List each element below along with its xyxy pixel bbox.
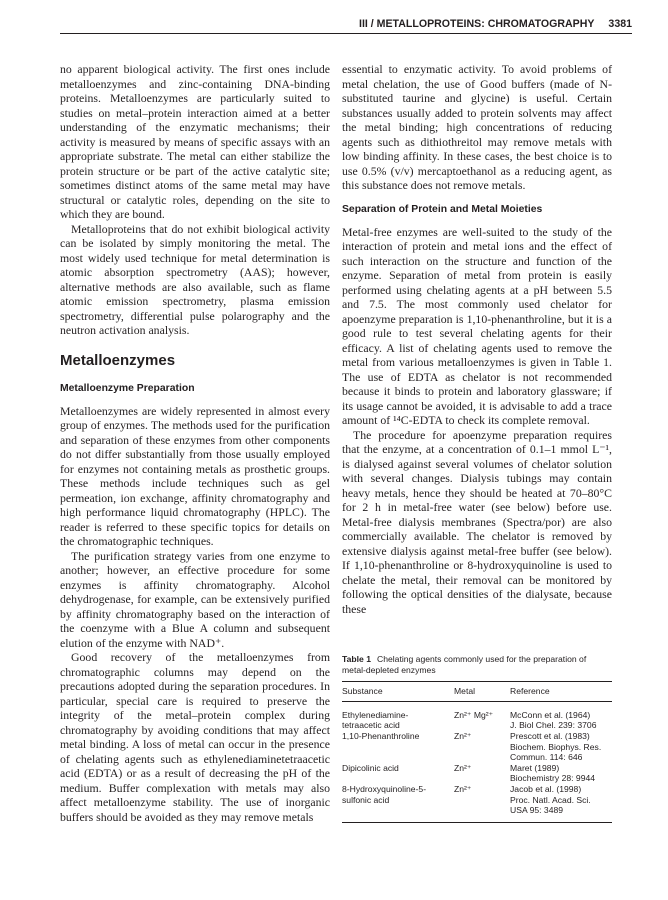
paragraph: essential to enzymatic activity. To avoid problems of metal chelation, the use of Good buffers (made of N-substituted taurine and glycine) is useful. Certain substances usually added to protein solvents may affect the metal binding; high concentrations of reducing agents such as dithiothreitol may remove metals with low binding affinity. In these cases, the best choice is to use 0.5% (v/v) mercaptoethanol as a reducing agent, as this substance does not remove metals. xyxy=(342,62,612,192)
cell-line: tetraacetic acid xyxy=(342,720,400,731)
paragraph: Metal-free enzymes are well-suited to the study of the interaction of protein and metal ions and the effect of such interaction on the structure and function of the enzyme. Separation of metal from protein is easily performed using chelating agents at a pH between 5.5 and 7.5. The most commonly used chelator for apoenzyme preparation is 1,10-phenanthroline, but it is a good rule to test several chelating agents for their efficacy. A list of chelating agents used to remove the metal from various metalloenzymes is given in Table 1. The use of EDTA as chelator is not recommended because it binds to protein and laboratory glassware; if its usage cannot be avoided, it is advisable to add a trace amount of ¹⁴C-EDTA to check its complete removal. xyxy=(342,224,612,427)
cell-line: USA 95: 3489 xyxy=(510,805,564,816)
reference-cell xyxy=(510,784,612,816)
table-caption xyxy=(342,654,612,675)
cell-line: 8-Hydroxyquinoline-5- xyxy=(342,783,427,794)
table-row xyxy=(342,731,612,763)
cell-line: Proc. Natl. Acad. Sci. xyxy=(510,794,591,805)
cell-line: sulfonic acid xyxy=(342,794,390,805)
cell-line: Biochem. Biophys. Res. xyxy=(510,741,602,752)
right-column xyxy=(342,62,612,616)
column-header: Reference xyxy=(510,686,550,697)
header-rule xyxy=(60,33,632,34)
table-header-row xyxy=(342,682,612,701)
cell-line: Dipicolinic acid xyxy=(342,762,399,773)
table-bottom-rule xyxy=(342,822,612,823)
table-body xyxy=(342,702,612,822)
subsection-title: Metalloenzyme Preparation xyxy=(60,382,195,394)
substance-cell xyxy=(342,763,454,784)
cell-line: Jacob et al. (1998) xyxy=(510,783,582,794)
page-number: 3381 xyxy=(608,18,632,30)
paragraph: Metalloproteins that do not exhibit biological activity can be isolated by simply monitoring the metal. The most widely used technique for metal determination is atomic absorption spectrometry (AAS); however, alternative methods are also available, such as flame atomic emission spectrometry, plasma emission spectrometry, differential pulse polarography and the neutron activation analysis. xyxy=(60,221,330,337)
paragraph: Good recovery of the metalloenzymes from chromatographic columns may depend on the precautions adopted during the separation procedures. In particular, special care is required to preserve the integrity of the metal–protein complex during chromatography by avoiding conditions that may affect metal binding. A loss of metal can occur in the presence of chelating agents such as ethylenediaminetetraacetic acid (EDTA) or as a result of decreasing the pH of the medium. Buffer complexation with metals may also affect metalloenzyme stability. The use of inorganic buffers should be avoided as they may remove metals xyxy=(60,650,330,824)
paragraph: The purification strategy varies from one enzyme to another; however, an effective procedure for some enzymes is affinity chromatography. Alcohol dehydrogenase, for example, can be extensively purified by affinity chromatography based on the interaction of the coenzyme with a Blue A column and subsequent elution of the enzyme with NAD⁺. xyxy=(60,548,330,650)
subsection-title: Separation of Protein and Metal Moieties xyxy=(342,203,543,215)
column-header: Substance xyxy=(342,686,383,697)
table-label: Table 1 xyxy=(342,654,371,664)
cell-line: Ethylenediamine- xyxy=(342,709,409,720)
column-header: Metal xyxy=(454,686,476,697)
metal-cell: Zn²⁺ xyxy=(454,762,472,773)
substance-cell xyxy=(342,731,454,763)
running-title: III / METALLOPROTEINS: CHROMATOGRAPHY xyxy=(359,18,595,30)
cell-line: J. Biol Chel. 239: 3706 xyxy=(510,720,597,731)
paragraph: no apparent biological activity. The first ones include metalloenzymes and zinc-containing DNA-binding proteins. Metalloenzymes are particularly suited to studies on metal–protein interaction aimed at a better understanding of the enzymatic mechanisms; their activity is measured by means of specific assays with an appropriate substrate. The metal can either stabilize the protein structure or be part of the active catalytic site; sometimes distinct atoms of the same metal may have structural or catalytic roles, depending on the site to which they are bound. xyxy=(60,62,330,221)
substance-cell xyxy=(342,710,454,731)
paragraph: The procedure for apoenzyme preparation requires that the enzyme, at a concentration of 0.1–1 mmol L⁻¹, is dialysed against several volumes of chelator solution with several changes. Dialysis tubings may contain heavy metals, hence they should be heated at 70–80°C for 2 h in metal-free water (see below) before use. Metal-free dialysis membranes (Spectra/por) are also commercially available. The chelator is removed by extensive dialysis against metal-free buffer (see below). If 1,10-phenanthroline or 8-hydroxyquinoline is used to chelate the metal, their removal can be monitored by following the optical densities of the dialysate, because these xyxy=(342,427,612,616)
running-header xyxy=(60,12,632,30)
table-row xyxy=(342,710,612,731)
table-row xyxy=(342,763,612,784)
metal-cell: Zn²⁺ xyxy=(454,783,472,794)
cell-line: Commun. 114: 646 xyxy=(510,752,583,763)
reference-cell xyxy=(510,710,612,731)
metal-cell: Zn²⁺ xyxy=(454,730,472,741)
left-column xyxy=(60,62,330,824)
substance-cell xyxy=(342,784,454,816)
cell-line: Prescott et al. (1983) xyxy=(510,730,590,741)
paragraph: Metalloenzymes are widely represented in almost every group of enzymes. The methods used for the purification and separation of these enzymes from other components do not differ substantially from those usually employed for enzymes not containing metals as prosthetic groups. These methods include techniques such as gel permeation, ion exchange, affinity chromatography and high performance liquid chromatography (HPLC). The reader is referred to these specific topics for details on the chromatographic techniques. xyxy=(60,403,330,548)
table-row xyxy=(342,784,612,816)
cell-line: Maret (1989) xyxy=(510,762,560,773)
table-caption-text: Chelating agents commonly used for the preparation of metal-depleted enzymes xyxy=(342,654,587,675)
chelating-agents-table xyxy=(342,654,612,823)
reference-cell xyxy=(510,763,612,784)
cell-line: Biochemistry 28: 9944 xyxy=(510,773,596,784)
section-title: Metalloenzymes xyxy=(60,351,176,369)
metal-cell: Zn²⁺ Mg²⁺ xyxy=(454,709,494,720)
cell-line: McConn et al. (1964) xyxy=(510,709,591,720)
cell-line: 1,10-Phenanthroline xyxy=(342,730,420,741)
reference-cell xyxy=(510,731,612,763)
